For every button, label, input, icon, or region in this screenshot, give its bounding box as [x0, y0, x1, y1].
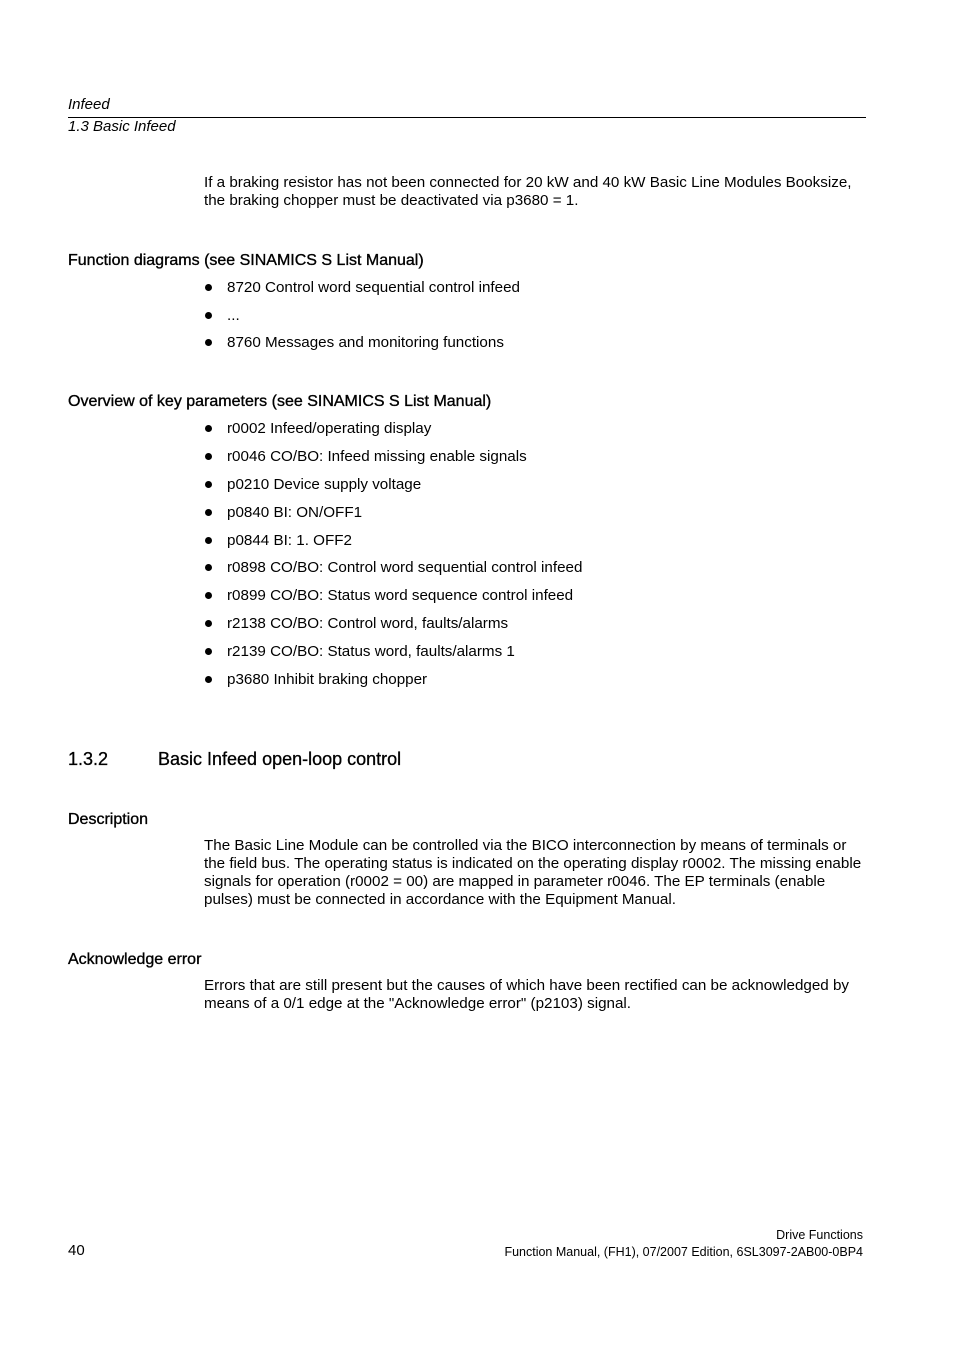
- list-item: p0840 BI: ON/OFF1: [204, 503, 582, 522]
- description-paragraph: The Basic Line Module can be controlled via the BICO interconnection by means of terminals or the field bus. The operating status is indicated on the operating display r0002. The missing enable signals for operation (r0002 = 00) are mapped in parameter r0046. The EP terminals (enable pulses) must be connected in accordance with the Equipment Manual.: [204, 837, 862, 908]
- bullet-icon: [205, 425, 212, 432]
- acknowledge-error-heading: Acknowledge error: [68, 951, 202, 968]
- footer-edition: Function Manual, (FH1), 07/2007 Edition, 6SL3097-2AB00-0BP4: [504, 1245, 863, 1259]
- header-rule: [68, 117, 866, 118]
- section-number: 1.3.2: [68, 749, 109, 769]
- list-item: 8720 Control word sequential control infeed: [204, 278, 520, 297]
- page-number: 40: [68, 1242, 85, 1259]
- bullet-icon: [205, 648, 212, 655]
- bullet-icon: [205, 312, 212, 319]
- bullet-icon: [205, 509, 212, 516]
- function-diagrams-heading: Function diagrams (see SINAMICS S List Manual): [68, 252, 424, 269]
- description-heading: Description: [68, 811, 149, 828]
- list-item: r0898 CO/BO: Control word sequential control infeed: [204, 558, 582, 577]
- bullet-icon: [205, 592, 212, 599]
- bullet-icon: [205, 284, 212, 291]
- bullet-icon: [205, 676, 212, 683]
- acknowledge-error-paragraph: Errors that are still present but the causes of which have been rectified can be acknowledged by means of a 0/1 edge at the "Acknowledge error" (p2103) signal.: [204, 977, 849, 1012]
- list-item: p3680 Inhibit braking chopper: [204, 670, 582, 689]
- list-item: r0002 Infeed/operating display: [204, 419, 582, 438]
- bullet-icon: [205, 481, 212, 488]
- key-parameters-heading: Overview of key parameters (see SINAMICS S List Manual): [68, 393, 492, 410]
- list-item: r0046 CO/BO: Infeed missing enable signals: [204, 447, 582, 466]
- bullet-icon: [205, 453, 212, 460]
- bullet-icon: [205, 620, 212, 627]
- bullet-icon: [205, 564, 212, 571]
- list-item: ...: [204, 306, 520, 325]
- bullet-icon: [205, 339, 212, 346]
- list-item: r2138 CO/BO: Control word, faults/alarms: [204, 614, 582, 633]
- list-item: 8760 Messages and monitoring functions: [204, 333, 520, 352]
- running-header-chapter: Infeed: [68, 96, 110, 113]
- list-item: p0210 Device supply voltage: [204, 475, 582, 494]
- list-item: p0844 BI: 1. OFF2: [204, 531, 582, 550]
- list-item: r2139 CO/BO: Status word, faults/alarms 1: [204, 642, 582, 661]
- intro-paragraph: If a braking resistor has not been connected for 20 kW and 40 kW Basic Line Modules Booksize, the braking chopper must be deactivated via p3680 = 1.: [204, 174, 852, 209]
- bullet-icon: [205, 537, 212, 544]
- list-item: r0899 CO/BO: Status word sequence control infeed: [204, 586, 582, 605]
- running-header-section: 1.3 Basic Infeed: [68, 118, 176, 135]
- section-title: Basic Infeed open-loop control: [158, 749, 402, 769]
- key-parameters-list: [204, 419, 582, 698]
- function-diagrams-list: [204, 278, 520, 361]
- footer-title: Drive Functions: [776, 1228, 863, 1242]
